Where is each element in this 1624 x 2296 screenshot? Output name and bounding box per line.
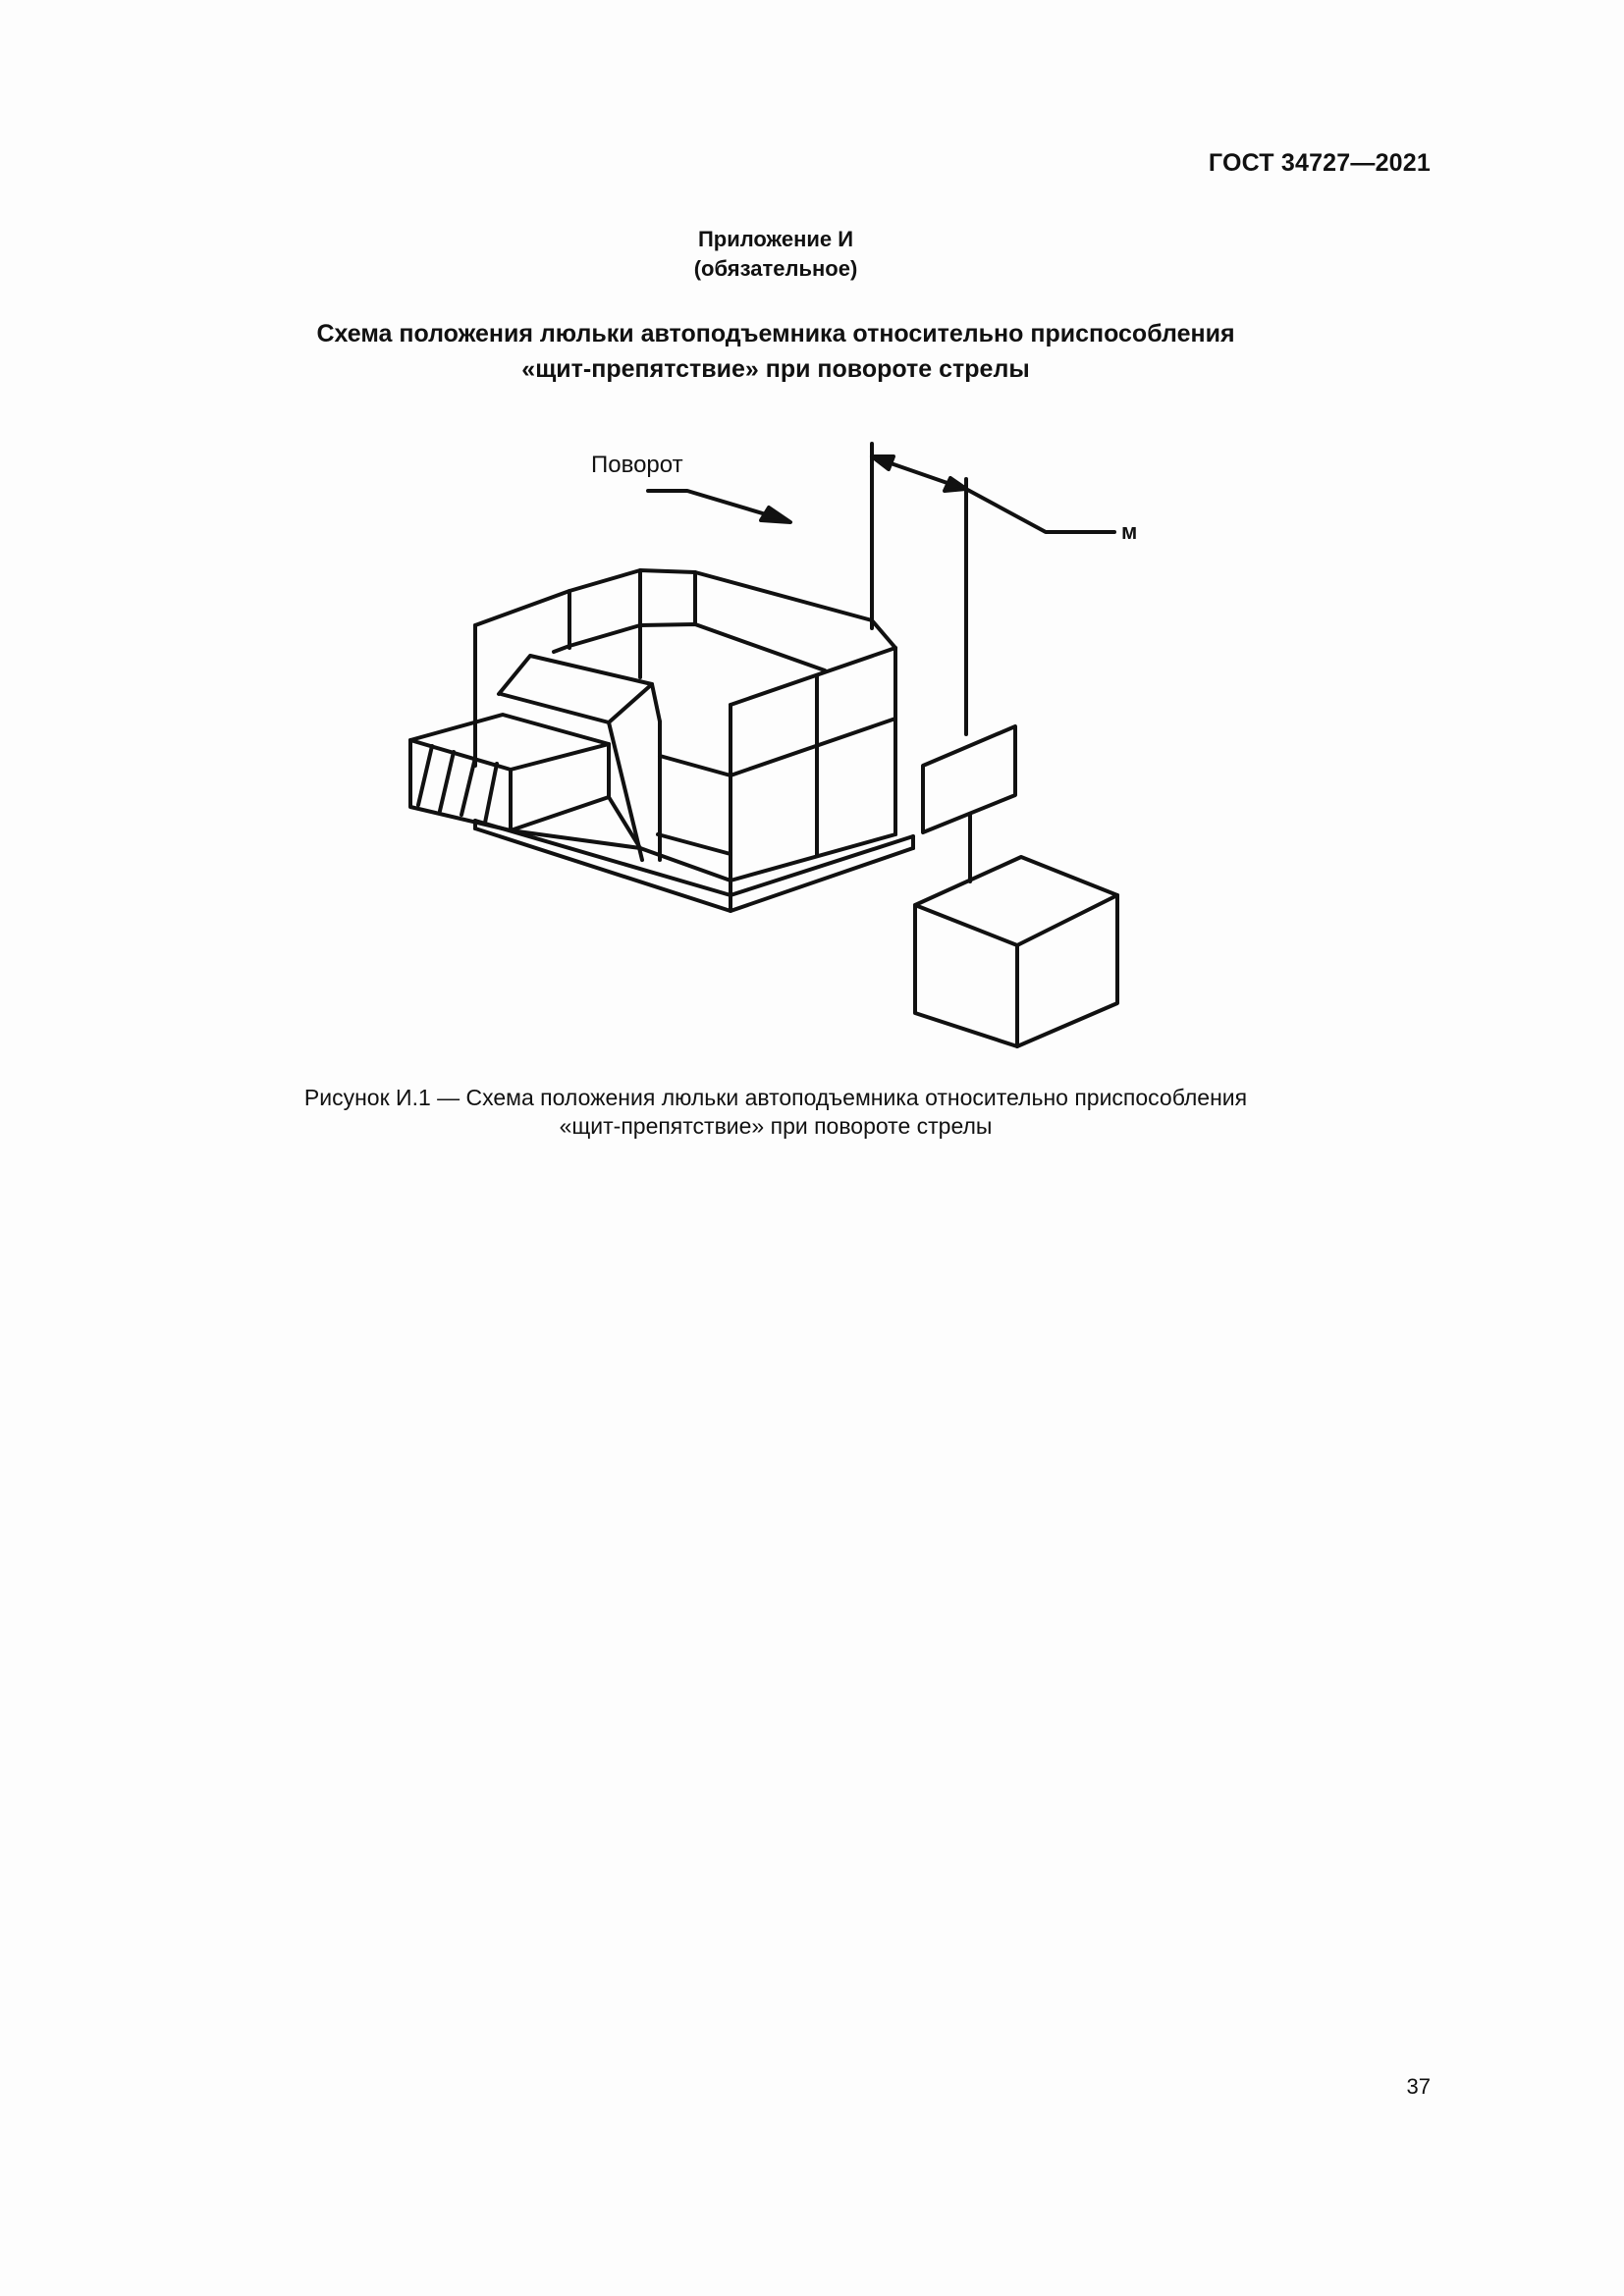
shield-plate (923, 726, 1015, 881)
section-heading-line-1: Схема положения люльки автоподъемника относительно приспособления (316, 320, 1235, 347)
rotation-arrow (648, 491, 790, 522)
page-number: 37 (1406, 2074, 1431, 2099)
section-heading-line-2: «щит-препятствие» при повороте стрелы (521, 355, 1030, 383)
platform-basket (410, 570, 913, 911)
document-code: ГОСТ 34727—2021 (1208, 149, 1431, 177)
figure-caption (0, 1084, 1551, 1141)
shield-base-box (915, 857, 1117, 1046)
distance-dimension (872, 444, 1114, 734)
appendix-title: Приложение И (697, 227, 854, 251)
appendix-status: (обязательное) (693, 256, 858, 281)
rotation-label: Поворот (591, 452, 683, 478)
distance-label: м (1121, 519, 1138, 544)
figure-i1-diagram (0, 0, 1624, 1080)
figure-caption-line-2: «щит-препятствие» при повороте стрелы (559, 1113, 993, 1139)
figure-caption-line-1: Рисунок И.1 — Схема положения люльки автоподъемника относительно приспособления (303, 1085, 1248, 1110)
